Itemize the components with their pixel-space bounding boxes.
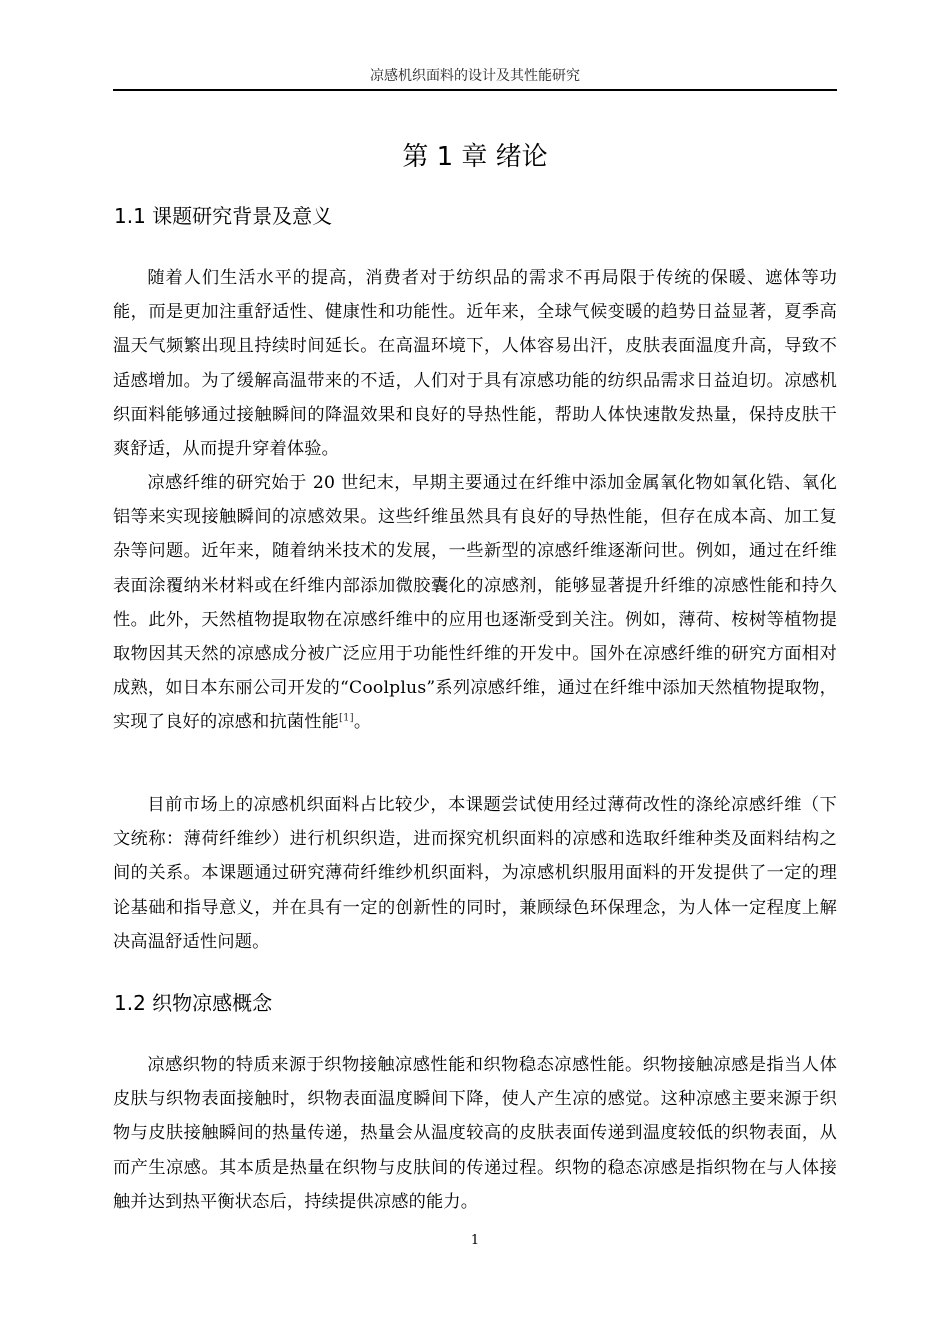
page-number: 1 <box>470 1233 480 1248</box>
paragraph-background-2 <box>113 466 837 740</box>
section-heading-1-1: 1.1 课题研究背景及意义 <box>114 204 333 228</box>
header-rule <box>113 89 837 91</box>
paragraph-end-punctuation: 。 <box>353 712 372 733</box>
paragraph-background-1: 随着人们生活水平的提高，消费者对于纺织品的需求不再局限于传统的保暖、遮体等功能，而是更加注重舒适性、健康性和功能性。近年来，全球气候变暖的趋势日益显著，夏季高温天气频繁出现且持续时间延长。在高温环境下，人体容易出汗，皮肤表面温度升高，导致不适感增加。为了缓解高温带来的不适，人们对于具有凉感功能的纺织品需求日益迫切。凉感机织面料能够通过接触瞬间的降温效果和良好的导热性能，帮助人体快速散发热量，保持皮肤干爽舒适，从而提升穿着体验。 <box>113 268 837 460</box>
running-header: 凉感机织面料的设计及其性能研究 <box>370 68 580 84</box>
paragraph-background-3: 目前市场上的凉感机织面料占比较少，本课题尝试使用经过薄荷改性的涤纶凉感纤维（下文统称：薄荷纤维纱）进行机织织造，进而探究机织面料的凉感和选取纤维种类及面料结构之间的关系。本课题通过研究薄荷纤维纱机织面料，为凉感机织服用面料的开发提供了一定的理论基础和指导意义，并在具有一定的创新性的同时，兼顾绿色环保理念，为人体一定程度上解决高温舒适性问题。 <box>113 795 837 952</box>
paragraph-text: 凉感纤维的研究始于 20 世纪末，早期主要通过在纤维中添加金属氧化物如氧化锆、氧化铝等来实现接触瞬间的凉感效果。这些纤维虽然具有良好的导热性能，但存在成本高、加工复杂等问题。近年来，随着纳米技术的发展，一些新型的凉感纤维逐渐问世。例如，通过在纤维表面涂覆纳米材料或在纤维内部添加微胶囊化的凉感剂，能够显著提升纤维的凉感性能和持久性。此外，天然植物提取物在凉感纤维中的应用也逐渐受到关注。例如，薄荷、桉树等植物提取物因其天然的凉感成分被广泛应用于功能性纤维的开发中。国外在凉感纤维的研究方面相对成熟，如日本东丽公司开发的“Coolplus”系列凉感纤维，通过在纤维中添加天然植物提取物，实现了良好的凉感和抗菌性能 <box>113 473 837 733</box>
citation-marker[interactable]: [1] <box>339 712 354 724</box>
paragraph-cooling-concept: 凉感织物的特质来源于织物接触凉感性能和织物稳态凉感性能。织物接触凉感是指当人体皮肤与织物表面接触时，织物表面温度瞬间下降，使人产生凉的感觉。这种凉感主要来源于织物与皮肤接触瞬间的热量传递，热量会从温度较高的皮肤表面传递到温度较低的织物表面，从而产生凉感。其本质是热量在织物与皮肤间的传递过程。织物的稳态凉感是指织物在与人体接触并达到热平衡状态后，持续提供凉感的能力。 <box>113 1055 837 1212</box>
chapter-title: 第 1 章 绪论 <box>402 142 548 172</box>
section-heading-1-2: 1.2 织物凉感概念 <box>114 991 273 1015</box>
